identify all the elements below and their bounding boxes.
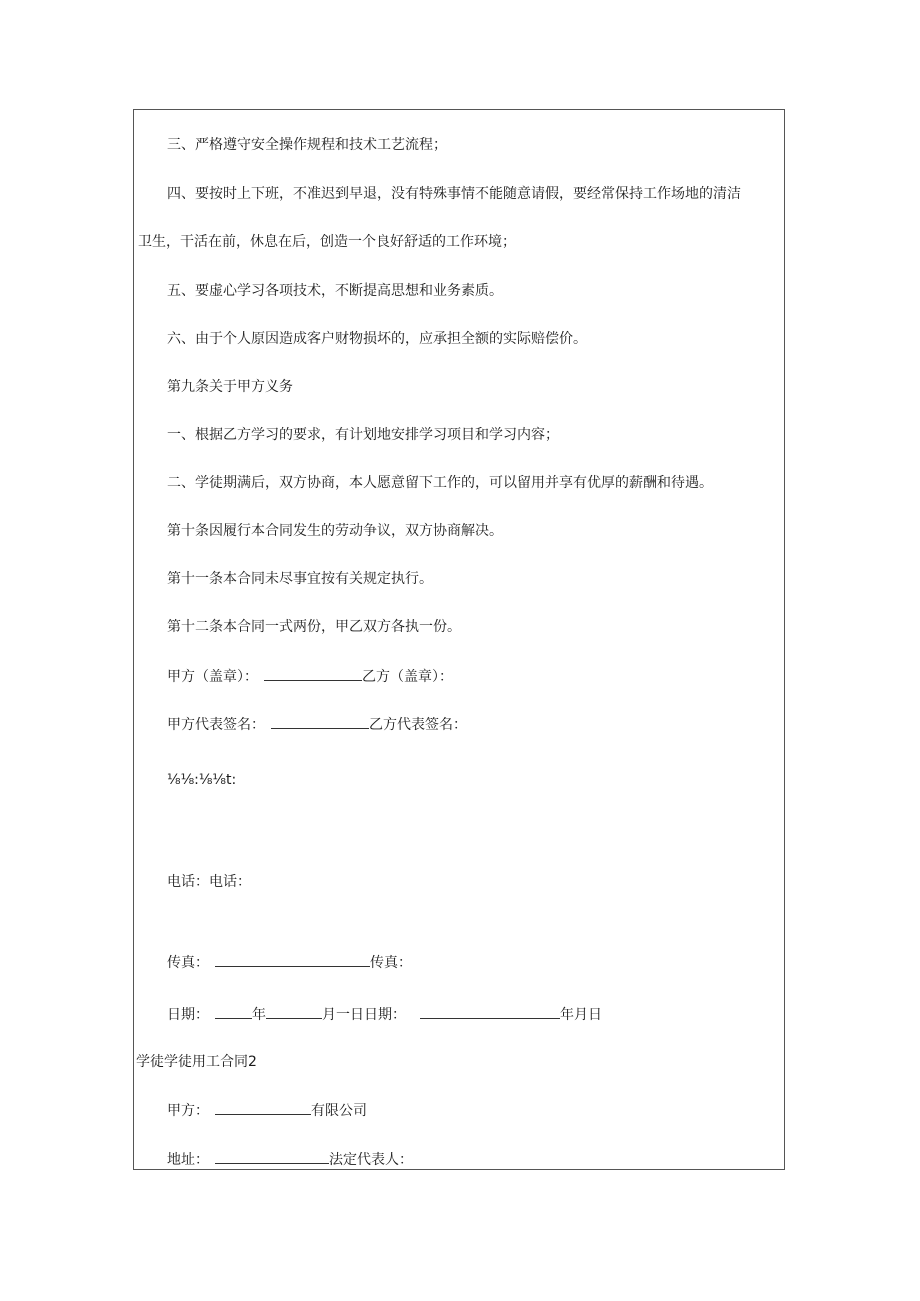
address-line (167, 1148, 413, 1170)
party-a-line (167, 1099, 367, 1121)
date-b-blank[interactable] (420, 1003, 560, 1019)
clause-line-6: 六、由于个人原因造成客户财物损坏的，应承担全额的实际赔偿价。 (167, 331, 587, 347)
address-blank[interactable] (215, 1148, 329, 1164)
article-11: 第十一条本合同未尽事宜按有关规定执行。 (167, 571, 433, 587)
party-a-seal-label: 甲方（盖章）： (167, 669, 258, 685)
article-10: 第十条因履行本合同发生的劳动争议，双方协商解决。 (167, 523, 503, 539)
garbled-line: ⅛⅛:⅛⅛t: (167, 772, 237, 788)
representative-line (167, 713, 467, 735)
clause-line-5: 五、要虚心学习各项技术，不断提高思想和业务素质。 (167, 283, 503, 299)
clause-line-3: 三、严格遵守安全操作规程和技术工艺流程； (167, 137, 447, 153)
company-name-blank[interactable] (215, 1099, 311, 1115)
party-b-seal-label: 乙方（盖章）： (362, 669, 453, 685)
article-9-heading: 第九条关于甲方义务 (167, 379, 293, 395)
date-label: 日期： (167, 1007, 209, 1023)
party-a-rep-blank[interactable] (271, 713, 369, 729)
seal-line (167, 665, 453, 687)
contract-2-title: 学徒学徒用工合同2 (136, 1054, 257, 1070)
month-blank[interactable] (266, 1003, 322, 1019)
clause-line-4: 四、要按时上下班，不准迟到早退，没有特殊事情不能随意请假，要经常保持工作场地的清洁 (167, 186, 741, 202)
phone-line: 电话：电话： (167, 874, 251, 890)
party-a-fax-label: 传真： (167, 955, 209, 971)
year-blank[interactable] (215, 1003, 252, 1019)
obligation-line-2: 二、学徒期满后，双方协商，本人愿意留下工作的，可以留用并享有优厚的薪酬和待遇。 (167, 475, 713, 491)
date-line (167, 1003, 602, 1025)
party-a-label: 甲方： (167, 1103, 209, 1119)
fax-line (167, 951, 412, 973)
date-tail-label: 年月日 (560, 1007, 602, 1023)
legal-rep-label: 法定代表人： (329, 1152, 413, 1168)
party-a-seal-blank[interactable] (264, 665, 362, 681)
party-a-fax-blank[interactable] (215, 951, 370, 967)
party-b-rep-label: 乙方代表签名： (369, 717, 467, 733)
clause-line-4-cont: 卫生，干活在前，休息在后，创造一个良好舒适的工作环境； (138, 234, 516, 250)
article-12: 第十二条本合同一式两份，甲乙双方各执一份。 (167, 619, 461, 635)
month-day-label: 月一日日期： (322, 1007, 406, 1023)
obligation-line-1: 一、根据乙方学习的要求，有计划地安排学习项目和学习内容； (167, 427, 559, 443)
party-b-fax-label: 传真： (370, 955, 412, 971)
company-suffix: 有限公司 (311, 1103, 367, 1119)
address-label: 地址： (167, 1152, 209, 1168)
year-label: 年 (252, 1007, 266, 1023)
party-a-rep-label: 甲方代表签名： (167, 717, 265, 733)
